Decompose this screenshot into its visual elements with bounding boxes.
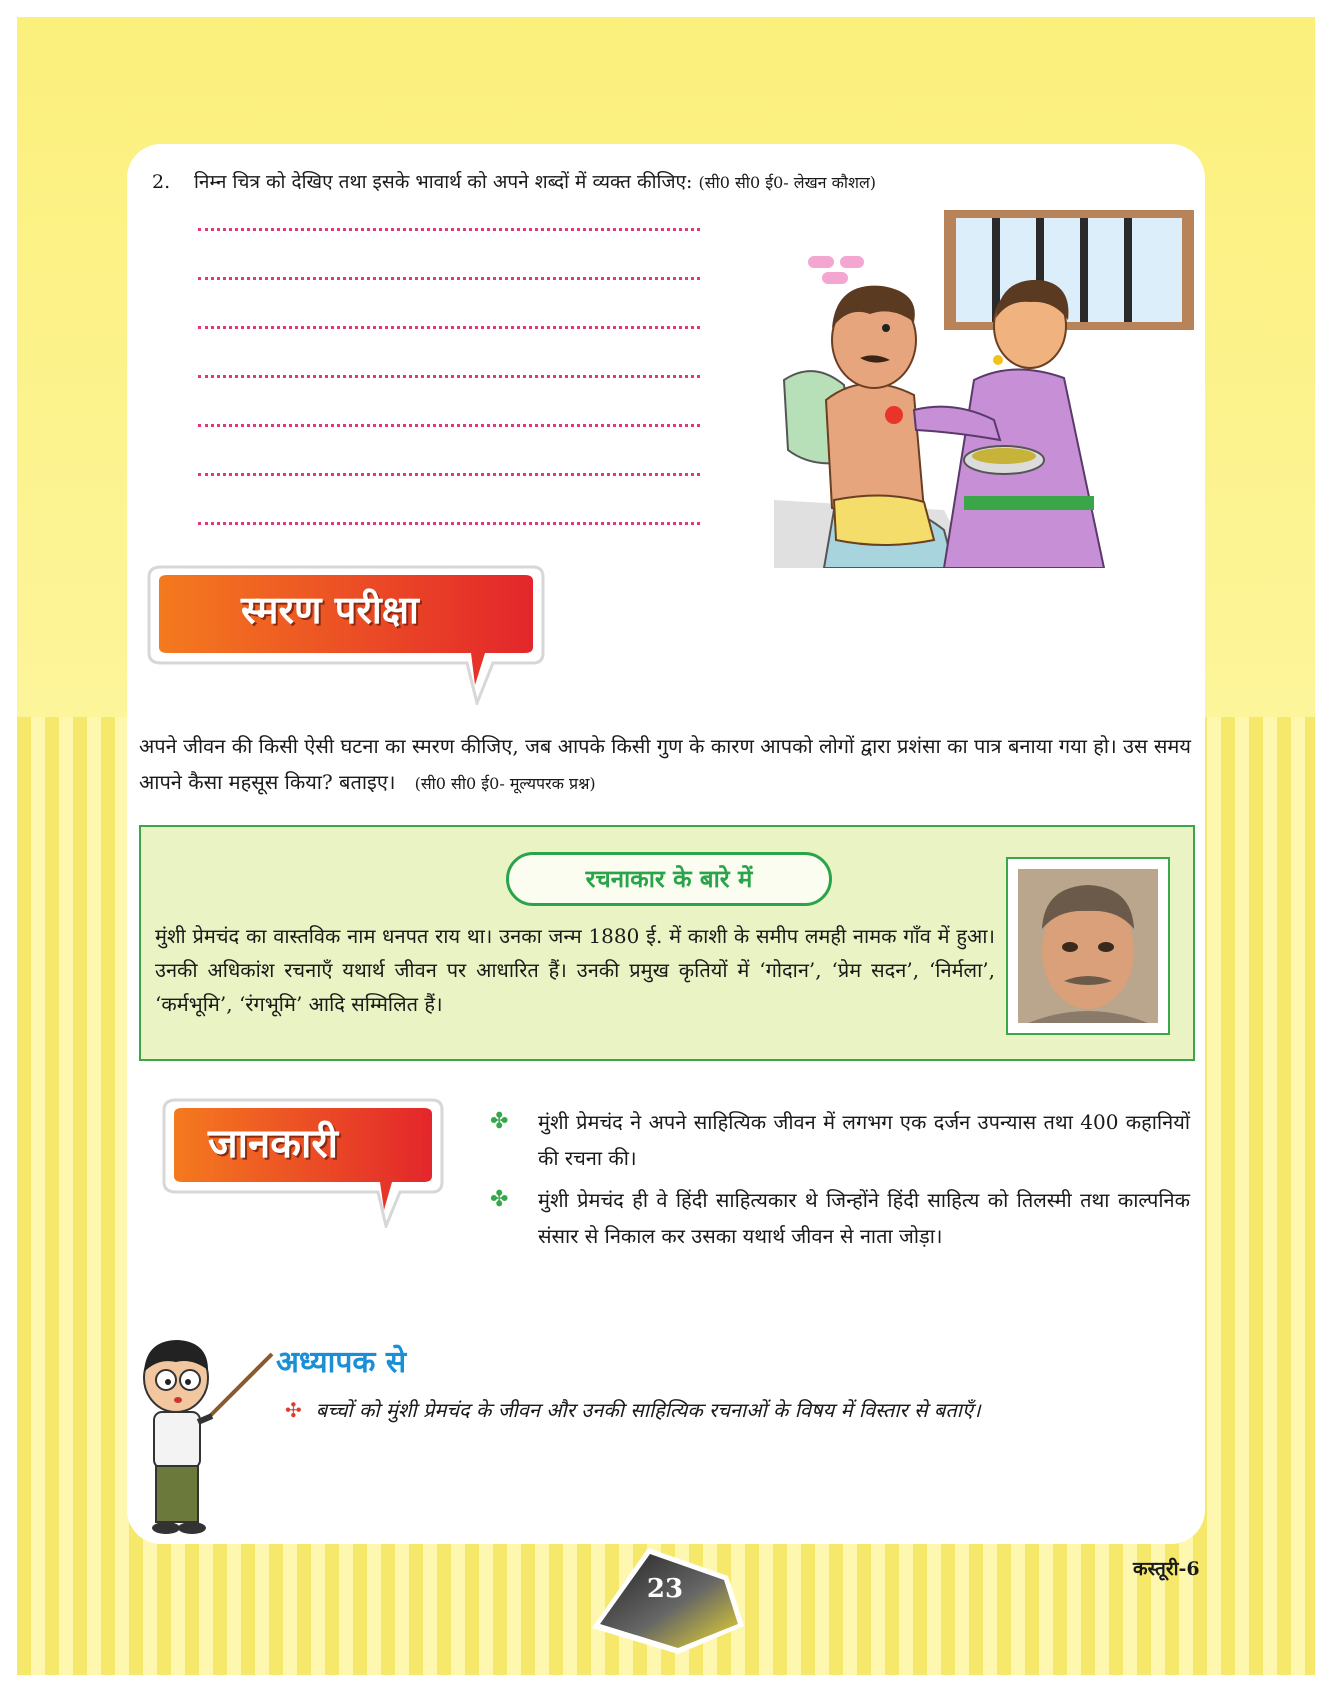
answer-line[interactable] — [198, 522, 700, 525]
author-box — [139, 825, 1195, 1061]
book-title: कस्तूरी-6 — [1133, 1558, 1200, 1580]
author-box-title: रचनाकार के बारे में — [506, 852, 832, 906]
page-number: 23 — [646, 1574, 684, 1604]
jankari-banner — [160, 1098, 445, 1228]
smaran-text: अपने जीवन की किसी ऐसी घटना का स्मरण कीजिए, जब आपके किसी गुण के कारण आपको लोगों द्वारा प्रशंसा का पात्र बनाया गया हो। उस समय आपने कैसा महसूस किया? बताइए। — [139, 734, 1191, 794]
answer-line[interactable] — [198, 375, 700, 378]
list-item — [490, 1104, 1190, 1176]
question-2 — [152, 168, 876, 194]
answer-line[interactable] — [198, 228, 700, 231]
question-tag: (सी0 सी0 ई0- लेखन कौशल) — [698, 173, 877, 192]
flower-bullet-icon: ✣ — [285, 1398, 302, 1422]
smaran-paragraph — [139, 728, 1191, 802]
list-item-text: मुंशी प्रेमचंद ही वे हिंदी साहित्यकार थे जिन्होंने हिंदी साहित्य को तिलस्मी तथा काल्पनिक संसार से निकाल कर उसका यथार्थ जीवन से नाता जोड़ा। — [538, 1188, 1190, 1248]
teacher-title: अध्यापक से — [276, 1345, 407, 1380]
clover-bullet-icon: ✤ — [490, 1109, 509, 1134]
answer-line[interactable] — [198, 473, 700, 476]
question-text: निम्न चित्र को देखिए तथा इसके भावार्थ को अपने शब्दों में व्यक्त कीजिए: — [194, 171, 693, 193]
answer-line[interactable] — [198, 277, 700, 280]
jankari-title: जानकारी — [208, 1121, 339, 1167]
answer-line[interactable] — [198, 326, 700, 329]
author-portrait — [1006, 857, 1170, 1035]
answer-lines[interactable] — [198, 228, 700, 571]
author-bio: मुंशी प्रेमचंद का वास्तविक नाम धनपत राय था। उनका जन्म 1880 ई. में काशी के समीप लमही नामक गाँव में हुआ। उनकी अधिकांश रचनाएँ यथार्थ जीवन पर आधारित हैं। उनकी प्रमुख कृतियों में ‘गोदान’, ‘प्रेम सदन’, ‘निर्मला’, ‘कर्मभूमि’, ‘रंगभूमि’ आदि सम्मिलित हैं। — [155, 924, 995, 1016]
question-number: 2. — [152, 171, 171, 193]
teacher-note-text: बच्चों को मुंशी प्रेमचंद के जीवन और उनकी साहित्यिक रचनाओं के विषय में विस्तार से बताएँ। — [315, 1398, 981, 1422]
clover-bullet-icon: ✤ — [490, 1187, 509, 1212]
list-item-text: मुंशी प्रेमचंद ने अपने साहित्यिक जीवन में लगभग एक दर्जन उपन्यास तथा 400 कहानियों की रचना की। — [538, 1110, 1190, 1170]
smaran-tag: (सी0 सी0 ई0- मूल्यपरक प्रश्न) — [414, 774, 596, 793]
jankari-list — [490, 1104, 1190, 1260]
answer-line[interactable] — [198, 424, 700, 427]
illustration-woman-tending-man — [774, 210, 1194, 568]
list-item — [490, 1182, 1190, 1254]
portrait-image — [1008, 859, 1168, 1033]
teacher-boy-icon — [132, 1332, 282, 1542]
teacher-note — [285, 1396, 981, 1423]
smaran-pariksha-banner — [145, 565, 545, 705]
smaran-pariksha-title: स्मरण परीक्षा — [241, 588, 419, 632]
